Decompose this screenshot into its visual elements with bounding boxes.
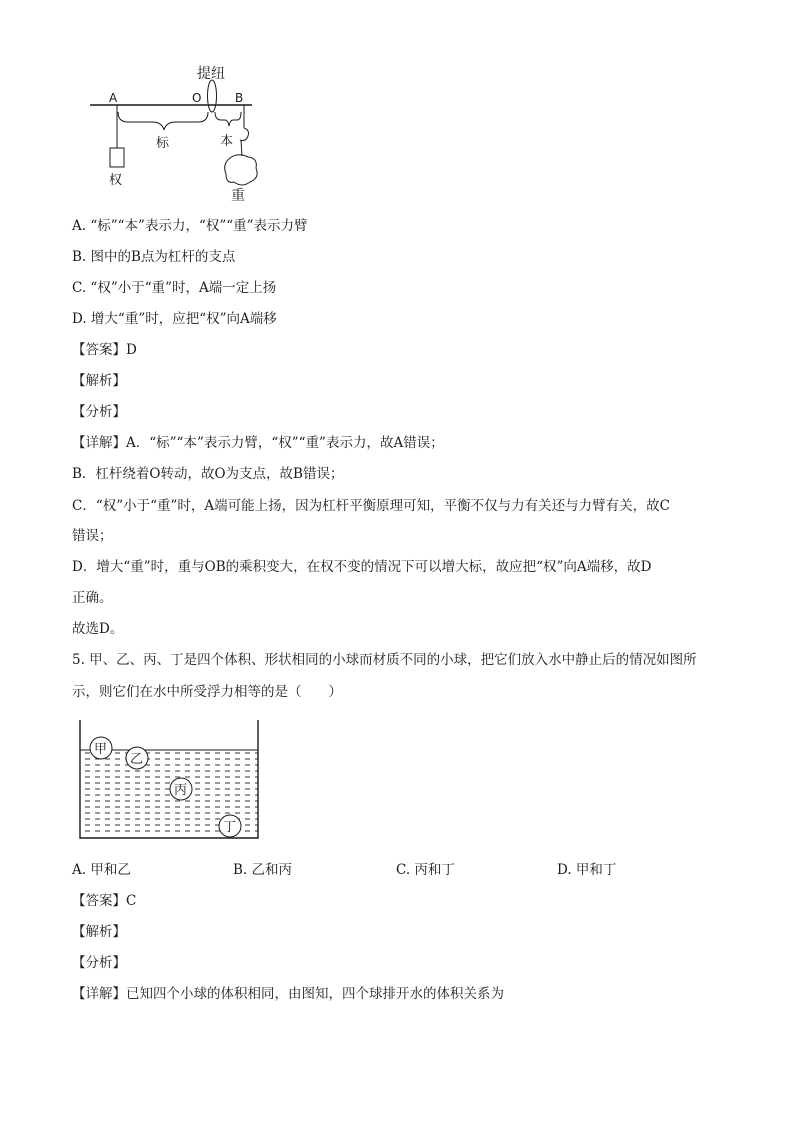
answer-value: C <box>126 893 137 909</box>
ball-ding-label: 丁 <box>223 820 237 835</box>
label-tizhu: 提纽 <box>197 66 225 82</box>
q4-detail-line-5: D．增大“重”时，重与OB的乘积变大，在权不变的情况下可以增大标，故应把“权”向A端移，故D <box>72 559 652 575</box>
q4-fenxi-tag: 【分析】 <box>72 404 126 420</box>
q5-option-c: C. 丙和丁 <box>396 862 455 878</box>
label-ben: 本 <box>220 134 234 149</box>
q4-detail-line-7: 故选D。 <box>72 621 124 637</box>
q4-option-c: C. “权”小于“重”时，A端一定上扬 <box>72 280 277 296</box>
detail-text: A．“标”“本”表示力臂，“权”“重”表示力，故A错误； <box>126 435 444 451</box>
q4-detail-line-2: B．杠杆绕着O转动，故O为支点，故B错误； <box>72 466 344 482</box>
q5-analysis-tag: 【解析】 <box>72 924 126 940</box>
weight-zhong <box>225 155 257 185</box>
ball-ding <box>219 815 241 837</box>
label-o: O <box>192 91 202 105</box>
q4-analysis-tag: 【解析】 <box>72 373 126 389</box>
q4-option-a: A. “标”“本”表示力，“权”“重”表示力臂 <box>72 218 308 234</box>
q5-stem-line-1: 5. 甲、乙、丙、丁是四个体积、形状相同的小球而材质不同的小球，把它们放入水中静止后的情况如图所 <box>72 652 697 668</box>
label-quan: 权 <box>109 173 123 188</box>
q4-detail-line-6: 正确。 <box>72 590 113 606</box>
q5-option-d: D. 甲和丁 <box>557 862 617 878</box>
lever-figure <box>80 58 270 208</box>
q5-stem-line-2: 示，则它们在水中所受浮力相等的是（ ） <box>72 684 342 700</box>
label-b: B <box>235 91 244 105</box>
answer-tag: 【答案】 <box>72 893 126 909</box>
ball-jia-label: 甲 <box>94 742 108 757</box>
q5-option-a: A. 甲和乙 <box>72 862 131 878</box>
lifting-loop <box>208 80 217 112</box>
q4-detail-line-1 <box>72 431 444 451</box>
q4-answer <box>72 338 137 358</box>
brace-biao <box>118 112 208 130</box>
label-zhong: 重 <box>231 188 245 204</box>
q5-option-b: B. 乙和丙 <box>233 862 293 878</box>
label-a: A <box>109 91 118 105</box>
q5-detail-line-1 <box>72 982 504 1002</box>
answer-tag: 【答案】 <box>72 342 126 358</box>
ball-jia <box>90 737 112 759</box>
ball-yi-label: 乙 <box>130 752 144 767</box>
brace-ben <box>215 112 241 126</box>
ball-bing-label: 丙 <box>174 783 188 798</box>
label-biao: 标 <box>156 136 170 151</box>
q5-fenxi-tag: 【分析】 <box>72 955 126 971</box>
detail-tag: 【详解】 <box>72 435 126 451</box>
q4-detail-line-4: 错误； <box>72 528 113 544</box>
ball-bing <box>170 778 192 800</box>
answer-value: D <box>126 342 137 358</box>
detail-tag: 【详解】 <box>72 986 126 1002</box>
q4-option-d: D. 增大“重”时，应把“权”向A端移 <box>72 311 277 327</box>
q4-option-b: B. 图中的B点为杠杆的支点 <box>72 249 236 265</box>
detail-text: 已知四个小球的体积相同，由图知，四个球排开水的体积关系为 <box>126 986 504 1002</box>
water-container-figure <box>74 714 266 844</box>
ball-yi <box>126 747 148 769</box>
weight-quan <box>110 148 124 167</box>
q5-answer <box>72 889 136 909</box>
q4-detail-line-3: C．“权”小于“重”时，A端可能上扬，因为杠杆平衡原理可知，平衡不仅与力有关还与力臂有关，故C <box>72 498 671 514</box>
